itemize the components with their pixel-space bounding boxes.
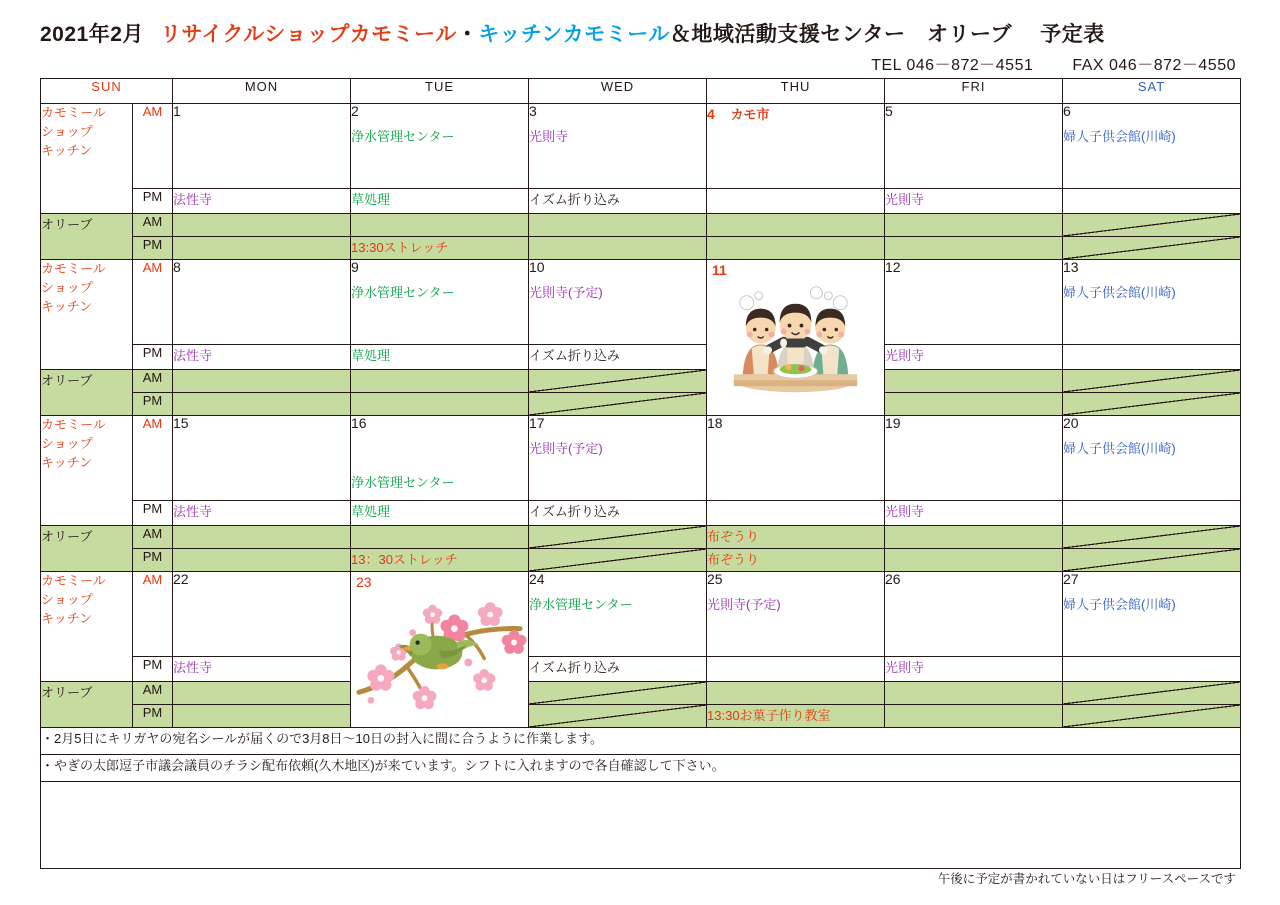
olive-cell[interactable] [885, 549, 1063, 572]
day-am-event: 婦人子供会館(川崎) [1063, 597, 1176, 613]
day-pm-cell[interactable] [885, 189, 1063, 214]
day-am-event: 浄水管理センター [351, 129, 455, 145]
olive-cell[interactable] [885, 705, 1063, 728]
day-pm-cell[interactable] [1063, 501, 1241, 526]
olive-cell-unavailable [1063, 526, 1241, 549]
day-pm-cell[interactable] [529, 501, 707, 526]
olive-cell[interactable] [173, 214, 351, 237]
weekday-sun: SUN [41, 79, 173, 104]
olive-am-label: AM [133, 214, 173, 237]
day-cell[interactable] [529, 104, 707, 189]
day-number: 19 [885, 415, 901, 431]
am-label: AM [133, 260, 173, 345]
footnote-text: 午後に予定が書かれていない日はフリースペースです [937, 872, 1236, 886]
calendar-table [40, 78, 1241, 869]
day-cell[interactable] [1063, 104, 1241, 189]
day-number: 18 [707, 415, 723, 431]
day-number: 6 [1063, 103, 1071, 119]
olive-pm-event: 13：30ストレッチ [351, 552, 458, 567]
day-pm-event: 法性寺 [173, 192, 213, 207]
day-cell[interactable] [529, 572, 707, 657]
weekday-header-row [41, 79, 1241, 104]
day-pm-cell[interactable] [173, 189, 351, 214]
olive-cell-unavailable [1063, 549, 1241, 572]
am-label: AM [133, 104, 173, 189]
olive-cell-unavailable [1063, 393, 1241, 416]
day-cell[interactable] [885, 260, 1063, 345]
olive-pm-event: 13:30ストレッチ [351, 240, 449, 255]
olive-cell-unavailable [529, 370, 707, 393]
week-1-am-row [41, 104, 1241, 189]
day-number: 5 [885, 103, 893, 119]
olive-cell[interactable] [351, 393, 529, 416]
olive-label: オリーブ [41, 682, 133, 728]
title-recycle-shop: リサイクルショップカモミール [160, 23, 457, 46]
free-space-row [41, 782, 1241, 869]
olive-cell[interactable] [173, 237, 351, 260]
week-3-olive-am-row [41, 526, 1241, 549]
olive-am-label: AM [133, 526, 173, 549]
shop-label-line2: ショップ [41, 123, 93, 139]
day-pm-cell[interactable] [707, 501, 885, 526]
free-space-area[interactable] [41, 782, 1241, 869]
day-pm-event: 法性寺 [173, 504, 213, 519]
day-am-event: 浄水管理センター [529, 597, 633, 613]
day-cell[interactable] [529, 260, 707, 345]
olive-cell[interactable] [707, 682, 885, 705]
olive-cell[interactable] [885, 682, 1063, 705]
tel-number: TEL 046－872－4551 [871, 57, 1034, 74]
week-3-olive-pm-row [41, 549, 1241, 572]
day-number: 16 [351, 415, 367, 431]
olive-pm-event: 布ぞうり [707, 552, 760, 567]
week-4-pm-row [41, 657, 1241, 682]
olive-cell[interactable] [351, 549, 529, 572]
day-cell[interactable] [1063, 416, 1241, 501]
day-number: 23 [356, 574, 372, 590]
olive-cell[interactable] [529, 237, 707, 260]
day-number: 20 [1063, 415, 1079, 431]
day-number: 3 [529, 103, 537, 119]
day-cell[interactable] [1063, 572, 1241, 657]
weekday-sat: SAT [1063, 79, 1241, 104]
day-cell[interactable] [707, 416, 885, 501]
day-pm-event: 光則寺 [885, 504, 925, 519]
day-number: 26 [885, 571, 901, 587]
day-number: 12 [885, 259, 901, 275]
weekday-thu: THU [707, 79, 885, 104]
note-text: ・やぎの太郎逗子市議会議員のチラシ配布依頼(久木地区)が来ています。シフトに入れますので各自確認して下さい。 [41, 755, 1241, 782]
pm-label: PM [133, 657, 173, 682]
weekday-mon: MON [173, 79, 351, 104]
title-month: 2021年2月 [40, 23, 144, 46]
day-am-event: 婦人子供会館(川崎) [1063, 441, 1176, 457]
day-pm-cell[interactable] [707, 189, 885, 214]
pm-label: PM [133, 189, 173, 214]
day-pm-cell[interactable] [1063, 345, 1241, 370]
day-pm-event: イズム折り込み [529, 348, 620, 363]
olive-cell-unavailable [1063, 237, 1241, 260]
olive-am-event: 布ぞうり [707, 529, 760, 544]
day-cell-illustration[interactable] [351, 572, 529, 728]
day-pm-cell[interactable] [351, 501, 529, 526]
day-number: 24 [529, 571, 545, 587]
weekday-tue: TUE [351, 79, 529, 104]
day-number: 22 [173, 571, 189, 587]
olive-label: オリーブ [41, 214, 133, 260]
day-am-event: 婦人子供会館(川崎) [1063, 129, 1176, 145]
day-pm-cell[interactable] [173, 657, 351, 682]
olive-pm-label: PM [133, 549, 173, 572]
day-am-event: 光則寺(予定) [529, 285, 603, 301]
week-2-am-row [41, 260, 1241, 345]
day-number: 11 [712, 262, 727, 278]
week-1-pm-row [41, 189, 1241, 214]
week-2-pm-row [41, 345, 1241, 370]
olive-pm-label: PM [133, 393, 173, 416]
day-cell-illustration[interactable] [707, 260, 885, 416]
shop-label-line3: キッチン [41, 142, 93, 158]
olive-pm-label: PM [133, 705, 173, 728]
olive-cell[interactable] [885, 393, 1063, 416]
day-pm-cell[interactable] [1063, 189, 1241, 214]
day-cell[interactable] [351, 416, 529, 501]
day-pm-cell[interactable] [351, 189, 529, 214]
week-3-pm-row [41, 501, 1241, 526]
olive-cell-unavailable [529, 705, 707, 728]
shop-label [41, 104, 133, 214]
day-pm-event: イズム折り込み [529, 660, 620, 675]
day-cell[interactable] [885, 572, 1063, 657]
olive-cell[interactable] [707, 549, 885, 572]
day-number: 13 [1063, 259, 1079, 275]
week-1-olive-pm-row [41, 237, 1241, 260]
olive-cell[interactable] [707, 214, 885, 237]
weekday-fri: FRI [885, 79, 1063, 104]
page-title [40, 18, 1105, 48]
day-number: 9 [351, 259, 359, 275]
title-center: ＆地域活動支援センター オリーブ [669, 23, 1012, 46]
shop-label [41, 260, 133, 370]
shop-label-line1: カモミール [41, 573, 106, 588]
day-cell[interactable] [351, 104, 529, 189]
olive-cell[interactable] [173, 705, 351, 728]
shop-label-line2: ショップ [41, 279, 93, 295]
day-pm-event: 光則寺 [885, 192, 925, 207]
day-pm-event: 法性寺 [173, 660, 213, 675]
day-number: 8 [173, 259, 181, 275]
olive-cell-unavailable [529, 526, 707, 549]
day-pm-cell[interactable] [529, 345, 707, 370]
week-1-olive-am-row [41, 214, 1241, 237]
day-pm-cell[interactable] [707, 657, 885, 682]
olive-cell[interactable] [885, 370, 1063, 393]
day-cell[interactable] [173, 260, 351, 345]
title-kitchen: キッチンカモミール [478, 23, 670, 46]
day-cell[interactable] [351, 260, 529, 345]
day-cell[interactable] [1063, 260, 1241, 345]
olive-cell[interactable] [173, 393, 351, 416]
day-number: 4 [707, 106, 715, 122]
day-number: 25 [707, 571, 723, 587]
olive-cell[interactable] [885, 526, 1063, 549]
olive-label: オリーブ [41, 370, 133, 416]
pm-label: PM [133, 345, 173, 370]
day-pm-event: 光則寺 [885, 348, 925, 363]
day-pm-event: イズム折り込み [529, 504, 620, 519]
week-4-olive-pm-row [41, 705, 1241, 728]
olive-cell-unavailable [529, 682, 707, 705]
week-4-am-row [41, 572, 1241, 657]
day-cell[interactable] [173, 572, 351, 657]
day-am-event: 浄水管理センター [351, 285, 455, 301]
olive-am-label: AM [133, 370, 173, 393]
day-am-event: 光則寺(予定) [707, 597, 781, 613]
day-pm-cell[interactable] [529, 657, 707, 682]
day-number: 27 [1063, 571, 1079, 587]
olive-cell[interactable] [885, 237, 1063, 260]
day-pm-event: 光則寺 [885, 660, 925, 675]
day-pm-cell[interactable] [529, 189, 707, 214]
week-3-am-row [41, 416, 1241, 501]
day-pm-event: 草処理 [351, 192, 391, 207]
olive-cell-unavailable [529, 549, 707, 572]
olive-cell[interactable] [885, 214, 1063, 237]
olive-cell[interactable] [173, 682, 351, 705]
day-cell[interactable] [885, 416, 1063, 501]
olive-cell[interactable] [173, 526, 351, 549]
olive-cell-unavailable [1063, 370, 1241, 393]
olive-label: オリーブ [41, 526, 133, 572]
day-pm-cell[interactable] [351, 345, 529, 370]
day-cell[interactable] [885, 104, 1063, 189]
day-pm-cell[interactable] [885, 501, 1063, 526]
olive-cell[interactable] [351, 237, 529, 260]
olive-cell[interactable] [707, 237, 885, 260]
setsubun-eho-maki-illustration [707, 260, 884, 415]
week-4-olive-am-row [41, 682, 1241, 705]
title-schedule-label: 予定表 [1040, 23, 1105, 46]
day-am-event: 浄水管理センター [351, 475, 455, 491]
day-pm-cell[interactable] [173, 501, 351, 526]
day-pm-cell[interactable] [885, 657, 1063, 682]
olive-cell[interactable] [351, 370, 529, 393]
week-2-olive-pm-row [41, 393, 1241, 416]
am-label: AM [133, 416, 173, 501]
day-pm-cell[interactable] [885, 345, 1063, 370]
day-pm-event: 草処理 [351, 348, 391, 363]
am-label: AM [133, 572, 173, 657]
olive-cell-unavailable [529, 393, 707, 416]
shop-label-line3: キッチン [41, 610, 93, 626]
shop-label-line1: カモミール [41, 105, 106, 120]
shop-label-line2: ショップ [41, 591, 93, 607]
pm-label: PM [133, 501, 173, 526]
day-cell[interactable] [529, 416, 707, 501]
olive-cell[interactable] [173, 370, 351, 393]
day-cell[interactable] [707, 104, 885, 189]
shop-label-line1: カモミール [41, 417, 106, 432]
olive-cell[interactable] [707, 705, 885, 728]
shop-label-line2: ショップ [41, 435, 93, 451]
fax-number: FAX 046－872－4550 [1072, 57, 1236, 74]
day-pm-event: イズム折り込み [529, 192, 620, 207]
day-am-event: カモ市 [730, 107, 770, 122]
day-number: 1 [173, 103, 181, 119]
contact-info [871, 52, 1236, 75]
day-pm-cell[interactable] [1063, 657, 1241, 682]
note-row-1 [41, 728, 1241, 755]
day-cell[interactable] [707, 572, 885, 657]
olive-pm-label: PM [133, 237, 173, 260]
day-cell[interactable] [173, 104, 351, 189]
shop-label [41, 416, 133, 526]
shop-label [41, 572, 133, 682]
olive-cell-unavailable [1063, 214, 1241, 237]
day-number: 2 [351, 103, 359, 119]
shop-label-line3: キッチン [41, 298, 93, 314]
olive-pm-event: 13:30お菓子作り教室 [707, 708, 831, 723]
ume-uguisu-illustration [351, 572, 528, 727]
olive-cell[interactable] [173, 549, 351, 572]
olive-cell[interactable] [351, 214, 529, 237]
day-pm-event: 草処理 [351, 504, 391, 519]
olive-cell[interactable] [529, 214, 707, 237]
olive-cell[interactable] [707, 526, 885, 549]
shop-label-line3: キッチン [41, 454, 93, 470]
olive-cell[interactable] [351, 526, 529, 549]
day-number: 15 [173, 415, 189, 431]
olive-am-label: AM [133, 682, 173, 705]
weekday-wed: WED [529, 79, 707, 104]
olive-cell-unavailable [1063, 682, 1241, 705]
day-number: 17 [529, 415, 545, 431]
day-pm-event: 法性寺 [173, 348, 213, 363]
week-2-olive-am-row [41, 370, 1241, 393]
day-cell[interactable] [173, 416, 351, 501]
day-am-event: 婦人子供会館(川崎) [1063, 285, 1176, 301]
olive-cell-unavailable [1063, 705, 1241, 728]
day-pm-cell[interactable] [173, 345, 351, 370]
note-row-2 [41, 755, 1241, 782]
day-am-event: 光則寺(予定) [529, 441, 603, 457]
day-number: 10 [529, 259, 545, 275]
day-am-event: 光則寺 [529, 129, 569, 145]
title-separator: ・ [456, 23, 479, 46]
note-text: ・2月5日にキリガヤの宛名シールが届くので3月8日〜10日の封入に間に合うように作業します。 [41, 728, 1241, 755]
shop-label-line1: カモミール [41, 261, 106, 276]
